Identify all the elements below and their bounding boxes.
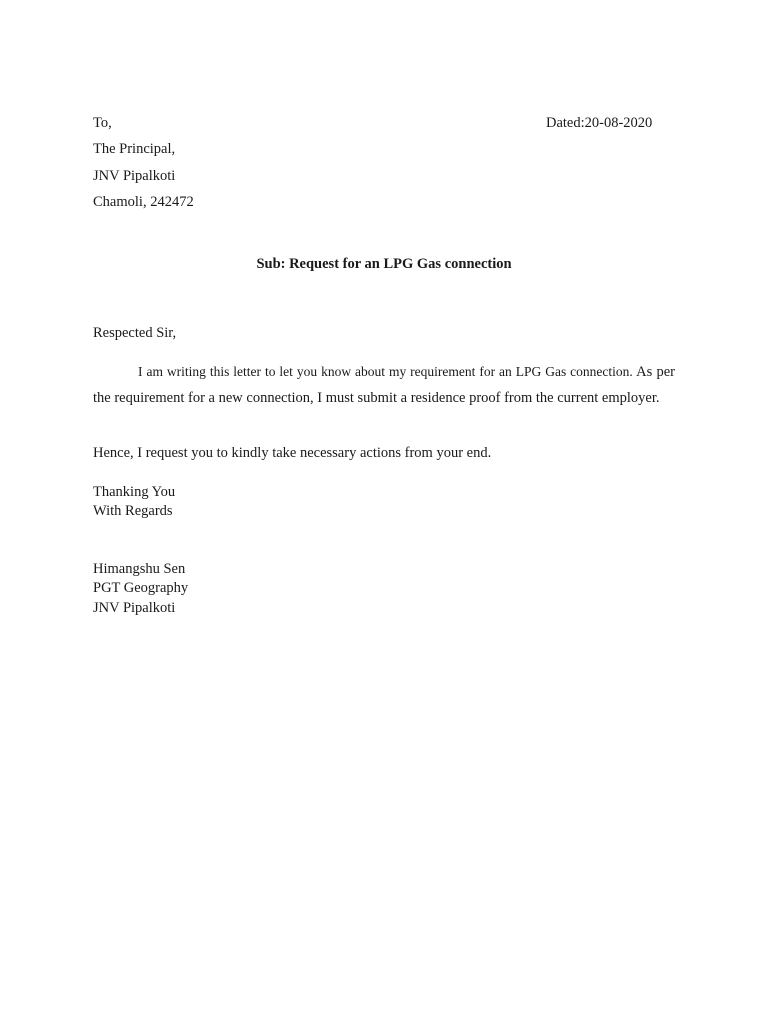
closing-thanks: Thanking You [93,484,176,500]
body-paragraph [93,359,675,411]
letter-date: Dated:20-08-2020 [546,115,653,131]
body-rest-text: As per the requirement for a new connection, I must submit a residence proof from the current employer. [93,364,675,406]
closing-regards: With Regards [93,503,173,519]
signature-designation: PGT Geography [93,580,189,596]
body-lead-text: I am writing this letter to let you know about my requirement for an LPG Gas connection. [138,364,633,379]
salutation: Respected Sir, [93,325,177,341]
recipient-title: The Principal, [93,141,176,157]
to-label: To, [93,115,112,131]
letter-subject: Sub: Request for an LPG Gas connection [256,256,512,272]
signature-school: JNV Pipalkoti [93,600,176,616]
recipient-school: JNV Pipalkoti [93,168,176,184]
recipient-location: Chamoli, 242472 [93,194,194,210]
signature-name: Himangshu Sen [93,561,186,577]
request-line: Hence, I request you to kindly take necessary actions from your end. [93,445,492,461]
